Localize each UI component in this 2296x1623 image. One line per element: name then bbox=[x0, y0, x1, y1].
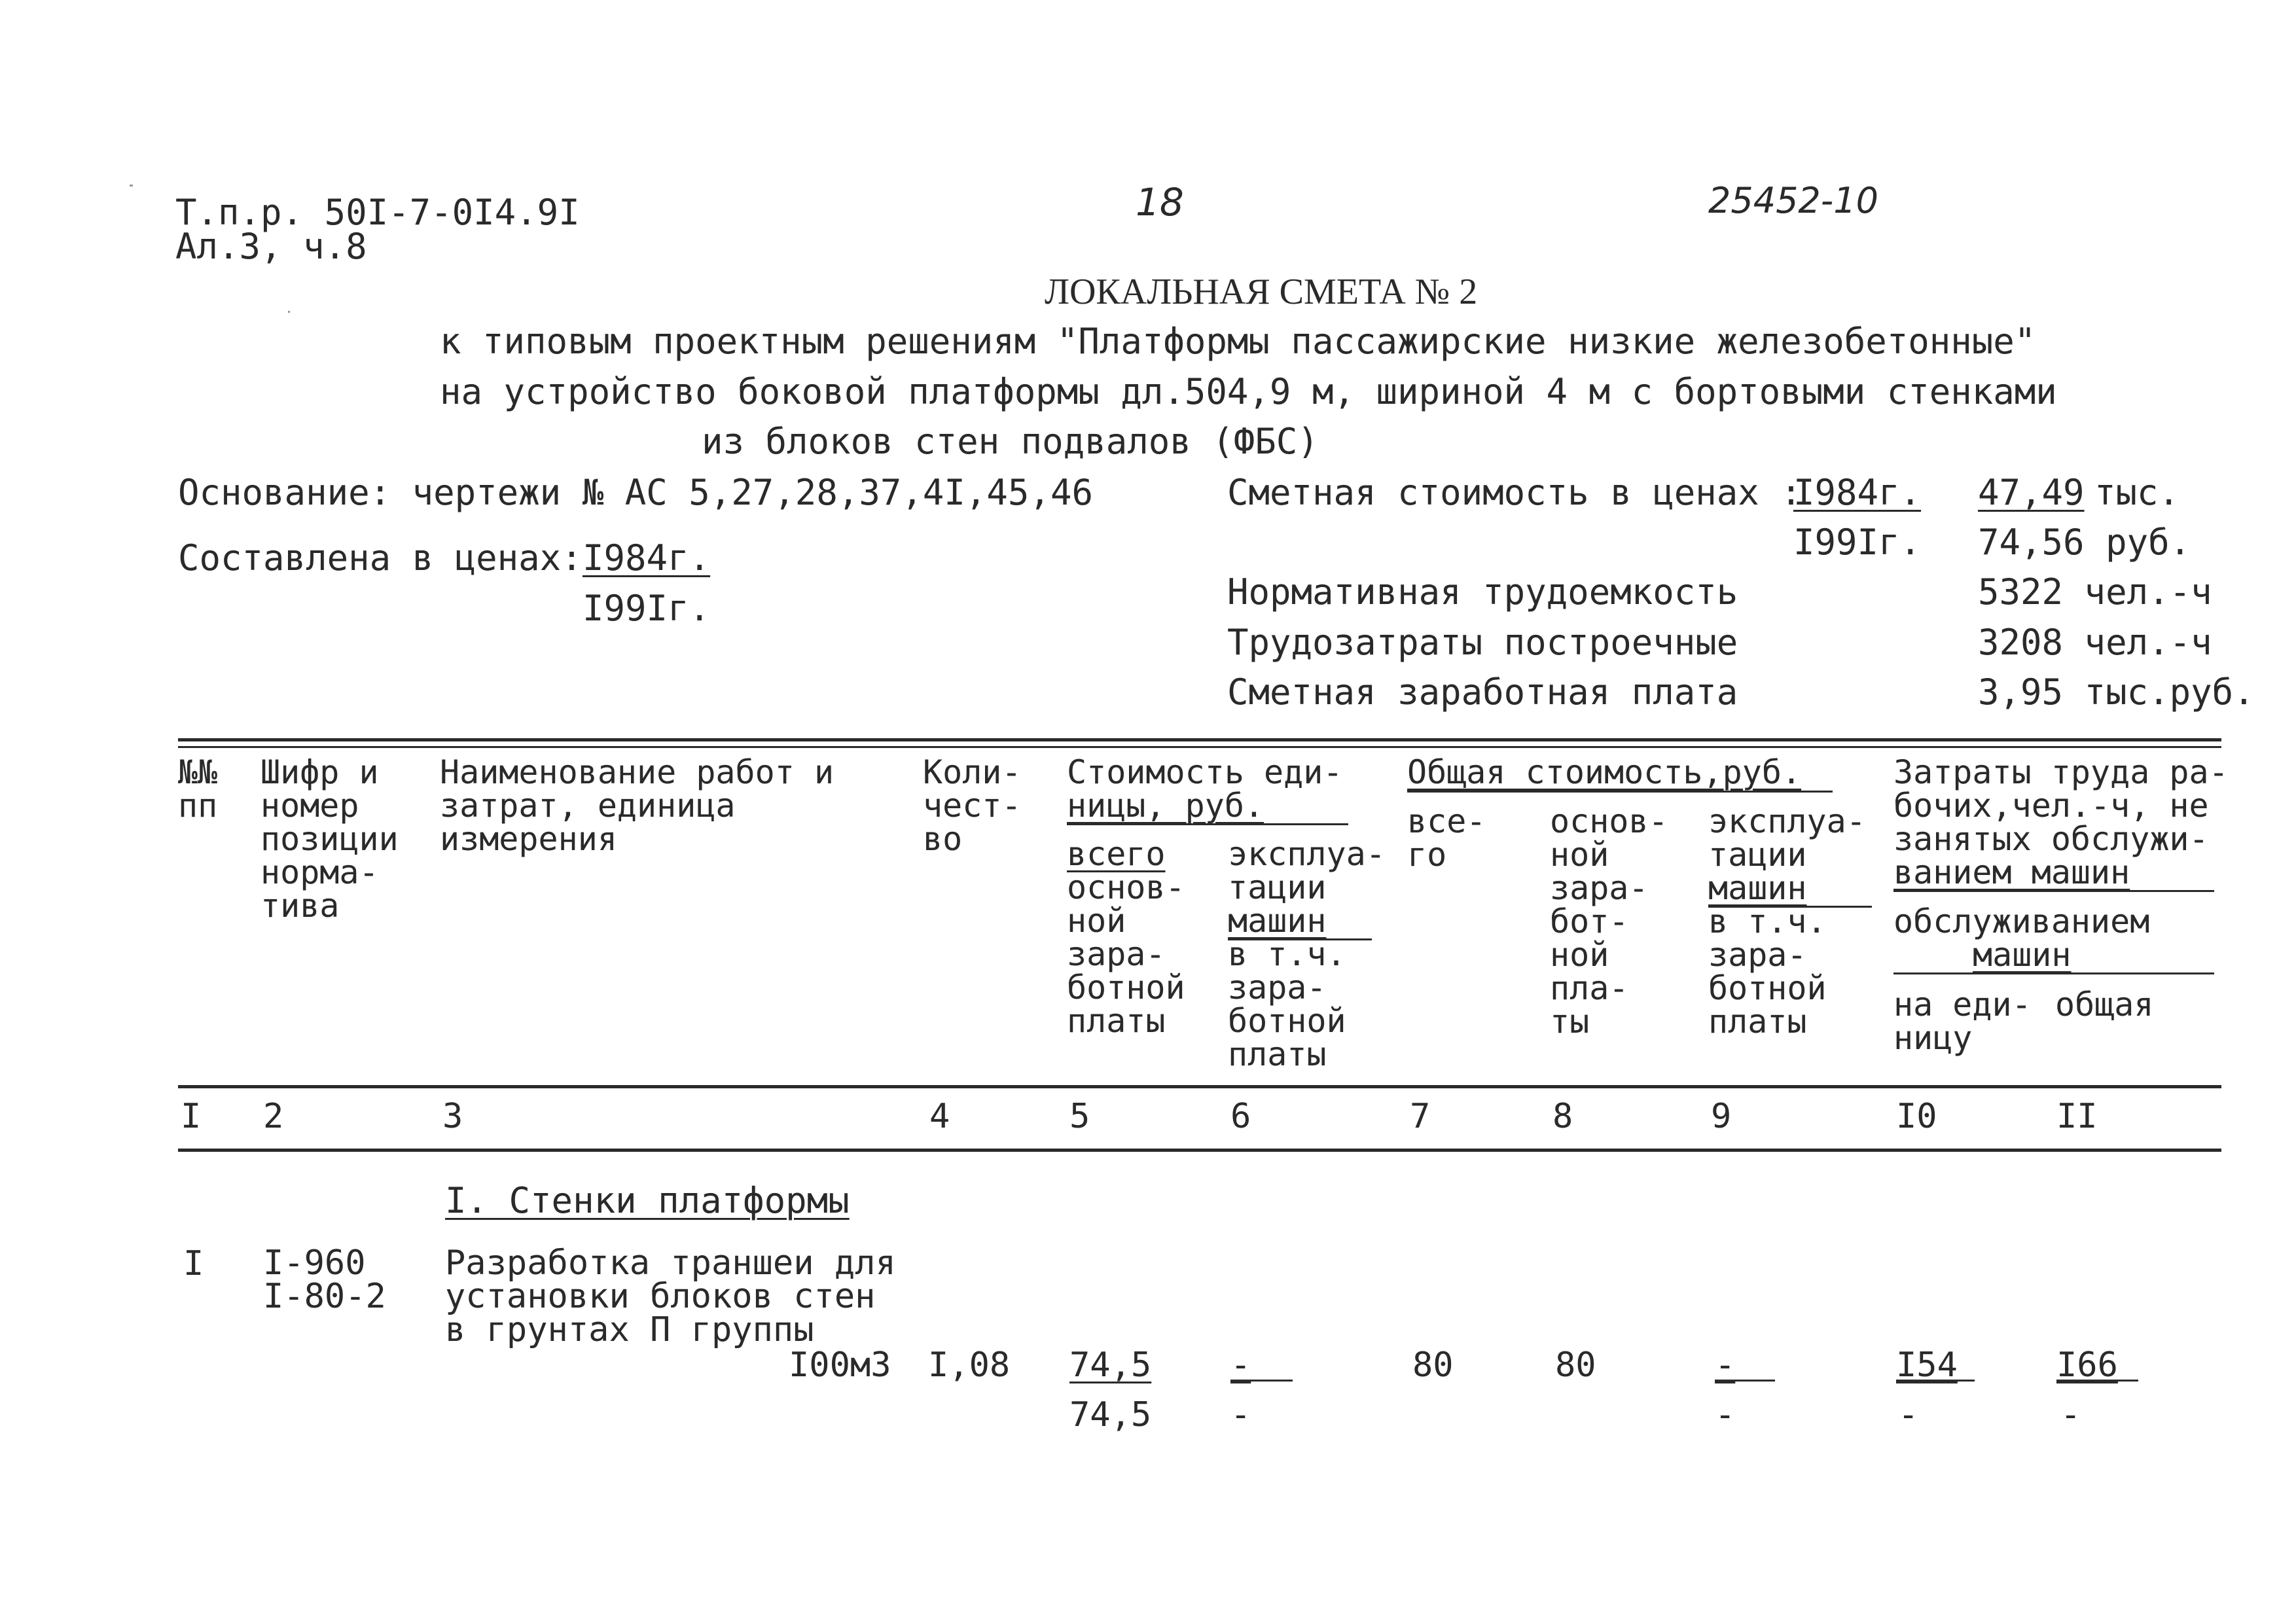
section-title: I. Стенки платформы bbox=[445, 1180, 850, 1221]
labor-rule-2 bbox=[1893, 972, 2214, 974]
prices-year-1991: I99Iг. bbox=[583, 588, 711, 629]
row-labor-unit-rule bbox=[1896, 1380, 1975, 1382]
row-unit-mach-rule bbox=[1230, 1380, 1293, 1382]
subtitle-line-2: на устройство боковой платформы дл.504,9 м, шириной 4 м с бортовыми стенками bbox=[440, 371, 2057, 412]
col-group-labor: Затраты труда ра- бочих,чел.-ч, не занятых обслужи- bbox=[1893, 753, 2229, 858]
wage-value: 3,95 тыс.руб. bbox=[1978, 671, 2255, 713]
col-header-unit-mach-2: машин bbox=[1228, 902, 1327, 940]
row-total-wage: 80 bbox=[1555, 1346, 1596, 1385]
page-number: 18 bbox=[1136, 180, 1184, 224]
summary-year-1991: I99Iг. bbox=[1793, 522, 1922, 563]
header-bottom-rule bbox=[178, 1085, 2221, 1088]
row-name: Разработка траншеи для установки блоков стен в грунтах П группы bbox=[445, 1243, 896, 1349]
table-top-rule-2 bbox=[178, 746, 2221, 748]
labor-norm-label: Нормативная трудоемкость bbox=[1227, 571, 1738, 613]
col-number: I0 bbox=[1896, 1097, 1937, 1136]
row-unit-wage: 74,5 bbox=[1069, 1395, 1152, 1435]
row-num: I bbox=[183, 1244, 204, 1283]
col-subgroup-labor-2: машин bbox=[1973, 936, 2072, 974]
labor-rule-1 bbox=[1893, 890, 2214, 892]
labor-build-label: Трудозатраты построечные bbox=[1227, 622, 1738, 663]
col-subgroup-labor: обслуживанием bbox=[1893, 902, 2150, 940]
summary-cost-1991: 74,56 руб. bbox=[1978, 522, 2191, 563]
unit-cost-rule bbox=[1067, 823, 1348, 825]
col-header-qty: Коли- чест- во bbox=[923, 753, 1022, 858]
row-unit-total: 74,5 bbox=[1069, 1346, 1152, 1385]
row-code: I-960 I-80-2 bbox=[263, 1243, 386, 1316]
row-labor-unit: I54 bbox=[1896, 1346, 1958, 1385]
col-number: I bbox=[181, 1097, 202, 1136]
row-labor-total: I66 bbox=[2056, 1346, 2118, 1385]
col-header-unit-total: всего bbox=[1067, 835, 1166, 873]
summary-cost-unit: тыс. bbox=[2094, 472, 2180, 513]
page-title: ЛОКАЛЬНАЯ СМЕТА № 2 bbox=[1045, 272, 1478, 312]
col-group-total-cost: Общая стоимость,руб. bbox=[1407, 753, 1802, 791]
col-group-unit-cost: Стоимость еди- bbox=[1067, 753, 1343, 791]
col-header-unit-mach-wage: в т.ч. зара- ботной платы bbox=[1228, 935, 1346, 1073]
col-group-unit-cost-2: ницы, руб. bbox=[1067, 787, 1265, 825]
col-number: 7 bbox=[1410, 1097, 1431, 1136]
row-total-mach-wage: - bbox=[1715, 1395, 1736, 1435]
scan-mark bbox=[130, 185, 133, 187]
row-unit-mach: - bbox=[1230, 1346, 1251, 1385]
row-unit-mach-wage: - bbox=[1230, 1395, 1251, 1435]
summary-cost-1984: 47,49 bbox=[1978, 472, 2085, 513]
row-total-mach-rule bbox=[1715, 1380, 1775, 1382]
row-labor-unit-2: - bbox=[1898, 1395, 1919, 1435]
wage-label: Сметная заработная плата bbox=[1227, 671, 1738, 713]
col-number: 5 bbox=[1069, 1097, 1090, 1136]
col-header-unit-mach: эксплуа- тации bbox=[1228, 835, 1386, 906]
table-top-rule bbox=[178, 738, 2221, 741]
col-group-labor-last: ванием машин bbox=[1893, 853, 2130, 891]
col-header-code: Шифр и номер позиции норма- тива bbox=[260, 753, 399, 925]
summary-year-1984: I984г. bbox=[1793, 472, 1922, 513]
labor-build-value: 3208 чел.-ч bbox=[1978, 622, 2212, 663]
col-number: 4 bbox=[929, 1097, 950, 1136]
summary-cost-label: Сметная стоимость в ценах : bbox=[1227, 472, 1802, 513]
prices-year-1984: I984г. bbox=[583, 537, 711, 579]
row-labor-total-2: - bbox=[2060, 1395, 2081, 1435]
col-header-name: Наименование работ и затрат, единица измерения bbox=[440, 753, 834, 858]
col-numbers-bottom-rule bbox=[178, 1149, 2221, 1152]
col-number: II bbox=[2056, 1097, 2098, 1136]
total-cost-rule bbox=[1407, 791, 1833, 793]
col-header-labor-total: общая bbox=[2055, 986, 2154, 1024]
scan-mark bbox=[288, 311, 290, 313]
labor-norm-value: 5322 чел.-ч bbox=[1978, 571, 2212, 613]
subtitle-line-1: к типовым проектным решениям "Платформы пассажирские низкие железобетонные" bbox=[440, 321, 2036, 362]
doc-code: Т.п.р. 50I-7-0I4.9I bbox=[175, 192, 580, 233]
col-number: 2 bbox=[263, 1097, 284, 1136]
col-header-total: все- го bbox=[1407, 802, 1486, 874]
col-header-total-mach-wage: в т.ч. зара- ботной платы bbox=[1708, 902, 1827, 1041]
col-header-total-mach: эксплуа- тации bbox=[1708, 802, 1866, 874]
row-labor-total-rule bbox=[2056, 1380, 2138, 1382]
row-unit: I00м3 bbox=[789, 1346, 891, 1385]
row-total-mach: - bbox=[1715, 1346, 1736, 1385]
col-header-unit-wage: основ- ной зара- ботной платы bbox=[1067, 868, 1185, 1040]
col-header-total-mach-2: машин bbox=[1708, 869, 1807, 907]
col-number: 9 bbox=[1711, 1097, 1732, 1136]
col-number: 3 bbox=[442, 1097, 463, 1136]
basis: Основание: чертежи № АС 5,27,28,37,4I,45,46 bbox=[178, 472, 1093, 513]
doc-number: 25452-10 bbox=[1708, 180, 1878, 221]
col-number: 6 bbox=[1230, 1097, 1251, 1136]
prices-label: Составлена в ценах: bbox=[178, 537, 583, 579]
row-total: 80 bbox=[1412, 1346, 1454, 1385]
col-number: 8 bbox=[1552, 1097, 1573, 1136]
subtitle-line-3: из блоков стен подвалов (ФБС) bbox=[702, 421, 1319, 462]
col-header-total-wage: основ- ной зара- бот- ной пла- ты bbox=[1550, 802, 1668, 1041]
col-header-labor-unit: на еди- ницу bbox=[1893, 986, 2032, 1057]
doc-album: Ал.3, ч.8 bbox=[175, 226, 367, 267]
row-qty: I,08 bbox=[928, 1346, 1011, 1385]
col-header-num: №№ пп bbox=[178, 753, 218, 825]
